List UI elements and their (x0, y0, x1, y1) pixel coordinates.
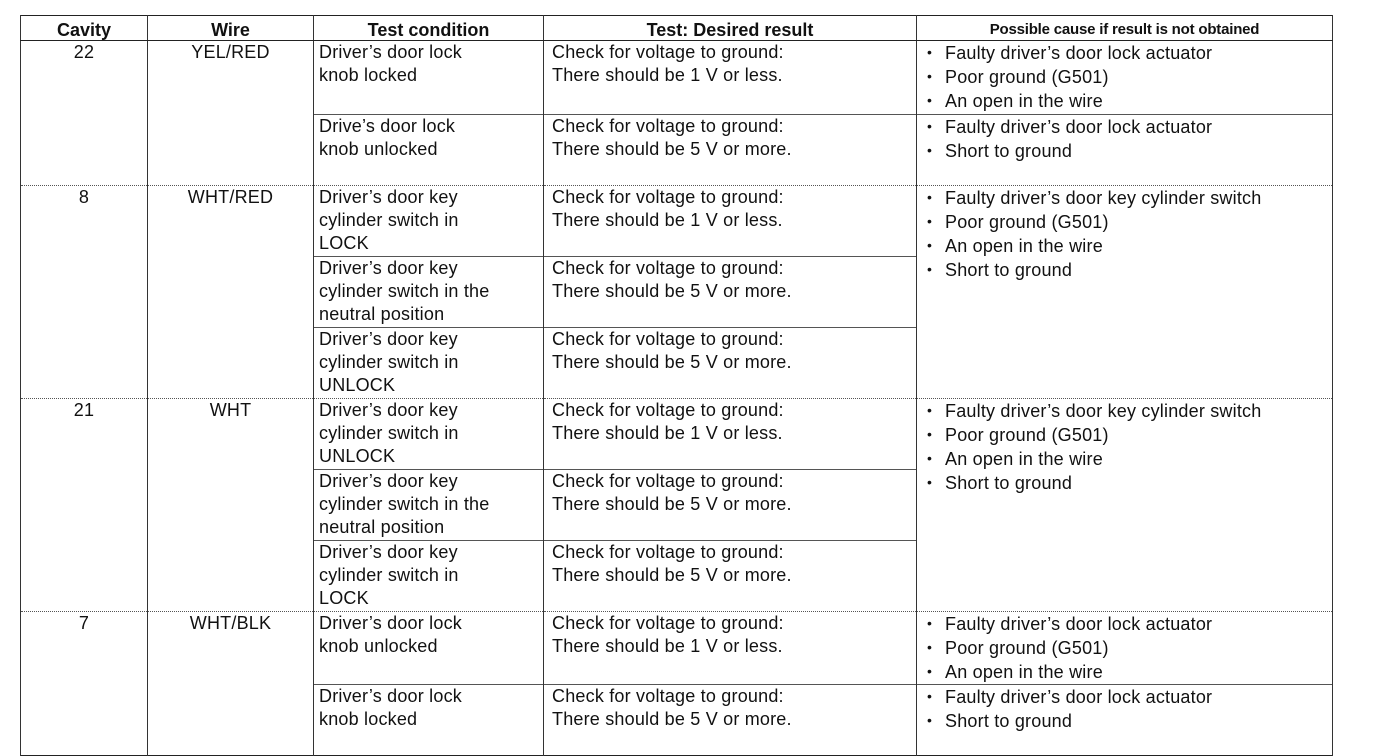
cause-list (927, 186, 1332, 283)
bullet-icon: • (927, 688, 933, 705)
possible-cause-cell (917, 41, 1333, 115)
bullet-icon: • (927, 474, 933, 491)
header-cavity: Cavity (21, 16, 148, 41)
cause-list (927, 399, 1332, 496)
desired-result-cell: Check for voltage to ground: There should be 1 V or less. (544, 41, 917, 115)
test-condition-cell: Drive’s door lock knob unlocked (314, 114, 544, 185)
cavity-cell: 21 (21, 398, 148, 611)
possible-cause-cell (917, 611, 1333, 685)
list-item: • Poor ground (G501) (927, 211, 1109, 232)
cause-list (927, 612, 1332, 685)
list-item: • Poor ground (G501) (927, 67, 1109, 88)
list-item: • Faulty driver’s door lock actuator (927, 43, 1213, 63)
list-item: • Poor ground (G501) (927, 637, 1109, 658)
test-condition-cell: Driver’s door lock knob locked (314, 685, 544, 756)
cause-list (927, 41, 1332, 114)
cavity-cell: 8 (21, 185, 148, 398)
bullet-icon: • (927, 261, 933, 278)
table-row (21, 41, 1333, 115)
bullet-icon: • (927, 92, 933, 109)
test-condition-cell: Driver’s door key cylinder switch in LOCK (314, 540, 544, 611)
table-row (21, 185, 1333, 256)
desired-result-cell: Check for voltage to ground: There should be 5 V or more. (544, 256, 917, 327)
test-condition-cell: Driver’s door key cylinder switch in the neutral position (314, 469, 544, 540)
bullet-icon: • (927, 237, 933, 254)
header-desired-result: Test: Desired result (544, 16, 917, 41)
test-condition-cell: Driver’s door lock knob unlocked (314, 611, 544, 685)
test-condition-cell: Driver’s door key cylinder switch in UNLOCK (314, 327, 544, 398)
wire-cell: YEL/RED (148, 41, 314, 186)
list-item: • An open in the wire (927, 449, 1103, 470)
wire-cell: WHT/RED (148, 185, 314, 398)
connector-test-table (20, 15, 1333, 756)
header-wire: Wire (148, 16, 314, 41)
bullet-icon: • (927, 712, 933, 729)
bullet-icon: • (927, 401, 933, 418)
desired-result-cell: Check for voltage to ground: There should be 1 V or less. (544, 185, 917, 256)
list-item: • An open in the wire (927, 662, 1103, 683)
list-item: • Faulty driver’s door key cylinder switch (927, 187, 1262, 208)
header-test-condition: Test condition (314, 16, 544, 41)
bullet-icon: • (927, 638, 933, 655)
bullet-icon: • (927, 44, 933, 60)
possible-cause-cell (917, 398, 1333, 611)
desired-result-cell: Check for voltage to ground: There should be 5 V or more. (544, 540, 917, 611)
list-item: • Short to ground (927, 473, 1073, 494)
cavity-cell: 7 (21, 611, 148, 756)
table-row (21, 398, 1333, 469)
desired-result-cell: Check for voltage to ground: There should be 5 V or more. (544, 685, 917, 756)
bullet-icon: • (927, 614, 933, 631)
bullet-icon: • (927, 141, 933, 158)
test-condition-cell: Driver’s door lock knob locked (314, 41, 544, 115)
wire-cell: WHT/BLK (148, 611, 314, 756)
cavity-cell: 22 (21, 41, 148, 186)
desired-result-cell: Check for voltage to ground: There should be 1 V or less. (544, 611, 917, 685)
desired-result-cell: Check for voltage to ground: There should be 5 V or more. (544, 327, 917, 398)
list-item: • An open in the wire (927, 91, 1103, 112)
list-item: • Faulty driver’s door key cylinder switch (927, 400, 1262, 421)
test-condition-cell: Driver’s door key cylinder switch in UNLOCK (314, 398, 544, 469)
possible-cause-cell (917, 114, 1333, 185)
list-item: • Poor ground (G501) (927, 424, 1109, 445)
table-row (21, 611, 1333, 685)
list-item: • Short to ground (927, 140, 1073, 161)
bullet-icon: • (927, 117, 933, 134)
desired-result-cell: Check for voltage to ground: There should be 5 V or more. (544, 114, 917, 185)
cause-list (927, 685, 1332, 733)
bullet-icon: • (927, 450, 933, 467)
bullet-icon: • (927, 425, 933, 442)
list-item: • An open in the wire (927, 236, 1103, 257)
cause-list (927, 115, 1332, 163)
list-item: • Short to ground (927, 711, 1073, 732)
bullet-icon: • (927, 188, 933, 205)
troubleshooting-table-sheet (20, 15, 1332, 756)
desired-result-cell: Check for voltage to ground: There should be 5 V or more. (544, 469, 917, 540)
list-item: • Faulty driver’s door lock actuator (927, 687, 1213, 708)
list-item: • Short to ground (927, 260, 1073, 281)
test-condition-cell: Driver’s door key cylinder switch in LOCK (314, 185, 544, 256)
bullet-icon: • (927, 663, 933, 680)
possible-cause-cell (917, 185, 1333, 398)
test-condition-cell: Driver’s door key cylinder switch in the neutral position (314, 256, 544, 327)
list-item: • Faulty driver’s door lock actuator (927, 613, 1213, 634)
desired-result-cell: Check for voltage to ground: There should be 1 V or less. (544, 398, 917, 469)
possible-cause-cell (917, 685, 1333, 756)
header-possible-cause: Possible cause if result is not obtained (917, 16, 1333, 41)
list-item: • Faulty driver’s door lock actuator (927, 116, 1213, 137)
bullet-icon: • (927, 212, 933, 229)
wire-cell: WHT (148, 398, 314, 611)
table-header-row (21, 16, 1333, 41)
bullet-icon: • (927, 68, 933, 85)
